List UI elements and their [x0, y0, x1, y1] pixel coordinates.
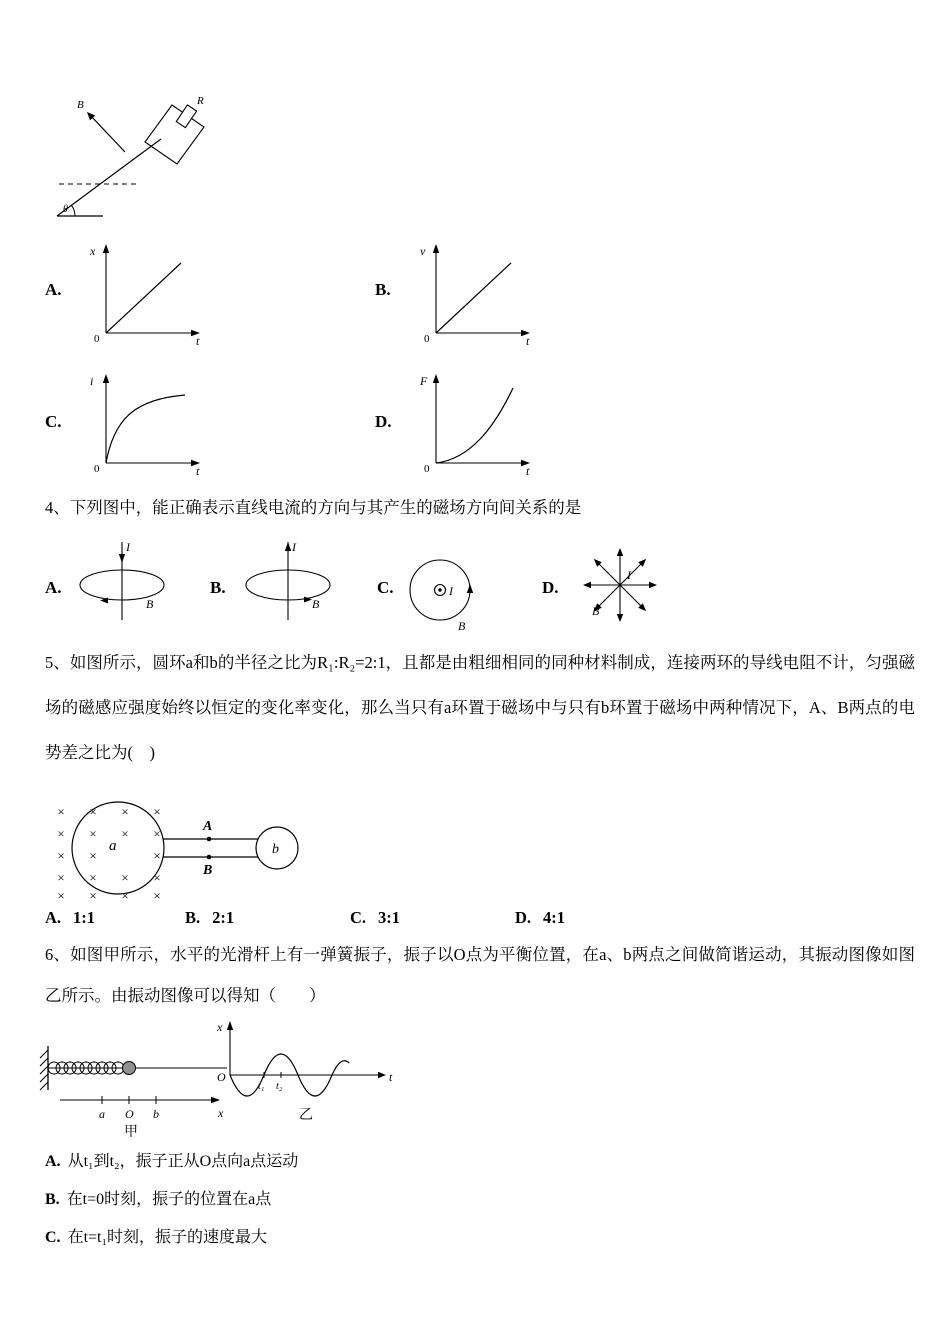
- curve: [436, 388, 513, 463]
- q6-option-b-text: 在t=0时刻，振子的位置在a点: [66, 1191, 272, 1208]
- cross-icon: ×: [57, 870, 65, 885]
- point-b-dot: [207, 855, 212, 860]
- cross-icon: ×: [89, 870, 97, 885]
- q6-text: 6、如图甲所示，水平的光滑杆上有一弹簧振子，振子以O点为平衡位置，在a、b两点之间做简谐运动，其振动图像如图乙所示。由振动图像可以得知（ ）: [45, 945, 915, 1005]
- curve: [106, 395, 185, 463]
- origin-label: 0: [424, 463, 430, 475]
- q5-option-c-label: C.: [350, 908, 367, 927]
- cross-icon: ×: [121, 870, 129, 885]
- q5-option-a-label: A.: [45, 908, 62, 927]
- q5-option-a-value: 1:1: [73, 908, 96, 927]
- current-dot: [438, 588, 441, 591]
- b-field-arrow: [90, 115, 125, 152]
- current-label: I: [126, 540, 130, 554]
- origin-label: O: [217, 1070, 226, 1084]
- q6-option-c-text: 在t=t₁时刻，振子的速度最大: [67, 1229, 268, 1246]
- q5-option-c-value: 3:1: [378, 908, 401, 927]
- q6-option-a-label: A.: [45, 1153, 61, 1170]
- cross-icon: ×: [121, 826, 129, 841]
- q4-text: 4、下列图中，能正确表示直线电流的方向与其产生的磁场方向间关系的是: [45, 498, 582, 517]
- incline-surface: [57, 139, 161, 216]
- point-b-label: B: [203, 863, 213, 878]
- q5-figure: [13, 790, 348, 908]
- q6-option-a: [45, 1148, 298, 1171]
- x-axis-label: t: [196, 464, 200, 478]
- y-axis-arrowhead: [103, 244, 109, 253]
- graph-b: [412, 238, 537, 348]
- cross-icon: ×: [57, 888, 65, 903]
- q5-option-d: [515, 908, 565, 928]
- cross-icon: ×: [57, 804, 65, 819]
- point-a-label: A: [203, 819, 213, 834]
- cross-icon: ×: [57, 826, 65, 841]
- oscillator-ball: [123, 1062, 136, 1075]
- label-x: x: [218, 1106, 224, 1120]
- q4-option-b-label: B.: [210, 578, 226, 597]
- incline-figure: [45, 90, 215, 230]
- label-t2: t₂: [276, 1081, 283, 1092]
- graph-option-a-label: A.: [45, 280, 62, 299]
- label-o: O: [125, 1107, 134, 1121]
- y-axis-label: x: [90, 244, 96, 258]
- graph-d: [412, 368, 537, 478]
- cross-icon: ×: [153, 804, 161, 819]
- field-label: B: [592, 604, 600, 618]
- y-axis-label: i: [90, 374, 94, 388]
- q5-option-d-value: 4:1: [543, 908, 566, 927]
- q4-option-c-label: C.: [377, 578, 394, 597]
- y-axis-arrowhead: [433, 244, 439, 253]
- q4-figure-c: [394, 550, 494, 638]
- resistor-label: R: [197, 95, 204, 107]
- y-axis-label: v: [420, 244, 426, 258]
- ring-a: [72, 802, 164, 894]
- wall-hatching: [40, 1050, 48, 1090]
- x-axis-label: t: [196, 334, 200, 348]
- q6-figure-yi: [195, 1017, 405, 1122]
- q6-option-b: [45, 1186, 271, 1209]
- current-label: I: [292, 540, 296, 554]
- field-label: B: [458, 619, 466, 633]
- current-arrowhead-up: [285, 542, 291, 551]
- q4-figure-d: [566, 539, 681, 634]
- graph-option-b-label: B.: [375, 280, 391, 299]
- q6-option-a-text: 从t₁到t₂，振子正从O点向a点运动: [67, 1153, 299, 1170]
- q5-option-b: [185, 908, 234, 928]
- cross-icon: ×: [153, 848, 161, 863]
- q5-option-d-label: D.: [515, 908, 532, 927]
- q4-option-d-label: D.: [542, 578, 559, 597]
- graph-a: [82, 238, 207, 348]
- current-label: I: [449, 584, 453, 598]
- y-axis-arrowhead: [433, 374, 439, 383]
- y-axis-label: x: [217, 1020, 223, 1034]
- cross-icon: ×: [153, 826, 161, 841]
- curve: [436, 263, 511, 333]
- cross-icon: ×: [153, 870, 161, 885]
- cross-icon: ×: [121, 888, 129, 903]
- cross-icon: ×: [89, 888, 97, 903]
- q4-option-a-label: A.: [45, 578, 62, 597]
- y-axis-arrowhead: [103, 374, 109, 383]
- field-arrowhead: [467, 584, 473, 593]
- angle-arc: [72, 205, 76, 216]
- origin-label: 0: [94, 333, 100, 345]
- q5-option-c: [350, 908, 400, 928]
- cross-icon: ×: [89, 826, 97, 841]
- graph-option-d-label: D.: [375, 412, 392, 431]
- cross-icon: ×: [121, 804, 129, 819]
- cross-icon: ×: [89, 804, 97, 819]
- point-a-dot: [207, 837, 212, 842]
- t-axis-label: t: [389, 1070, 393, 1084]
- caption-yi: 乙: [299, 1108, 313, 1123]
- caption-jia: 甲: [124, 1125, 138, 1140]
- y-axis-label: F: [420, 374, 428, 388]
- q4-figure-b: [228, 538, 353, 623]
- q6-option-b-label: B.: [45, 1191, 60, 1208]
- graph-c: [82, 368, 207, 478]
- x-axis-label: t: [526, 464, 530, 478]
- ring-a-label: a: [109, 838, 117, 854]
- label-b: b: [153, 1107, 159, 1121]
- q5-option-a: [45, 908, 95, 928]
- b-field-label: B: [77, 99, 84, 111]
- angle-label: θ: [63, 204, 68, 215]
- field-label: B: [146, 597, 154, 611]
- q6-option-c: [45, 1224, 267, 1247]
- x-axis-label: t: [526, 334, 530, 348]
- label-a: a: [99, 1107, 105, 1121]
- t-axis-arrowhead: [378, 1072, 386, 1078]
- curve: [106, 263, 181, 333]
- cross-icon: ×: [153, 888, 161, 903]
- ring-b-label: b: [272, 842, 279, 857]
- current-label: I: [627, 568, 631, 582]
- graph-option-c-label: C.: [45, 412, 62, 431]
- q5-option-b-label: B.: [185, 908, 201, 927]
- y-axis-arrowhead: [227, 1021, 233, 1030]
- origin-label: 0: [424, 333, 430, 345]
- label-t1: t₁: [258, 1081, 265, 1092]
- current-arrowhead-down: [119, 554, 125, 563]
- cross-icon: ×: [89, 848, 97, 863]
- origin-label: 0: [94, 463, 100, 475]
- q5-text: 5、如图所示，圆环a和b的半径之比为R₁:R₂=2:1，且都是由粗细相同的同种材料制成，连接两环的导线电阻不计，匀强磁场的磁感应强度始终以恒定的变化率变化，那么当只有a环置于磁场中与只有b环置于磁场中两种情况下，A、B两点的电势差之比为( ): [45, 653, 915, 762]
- resistor: [176, 105, 196, 128]
- cross-icon: ×: [57, 848, 65, 863]
- field-label: B: [312, 597, 320, 611]
- q6-option-c-label: C.: [45, 1229, 61, 1246]
- q5-option-b-value: 2:1: [212, 908, 235, 927]
- q4-figure-a: [62, 538, 187, 623]
